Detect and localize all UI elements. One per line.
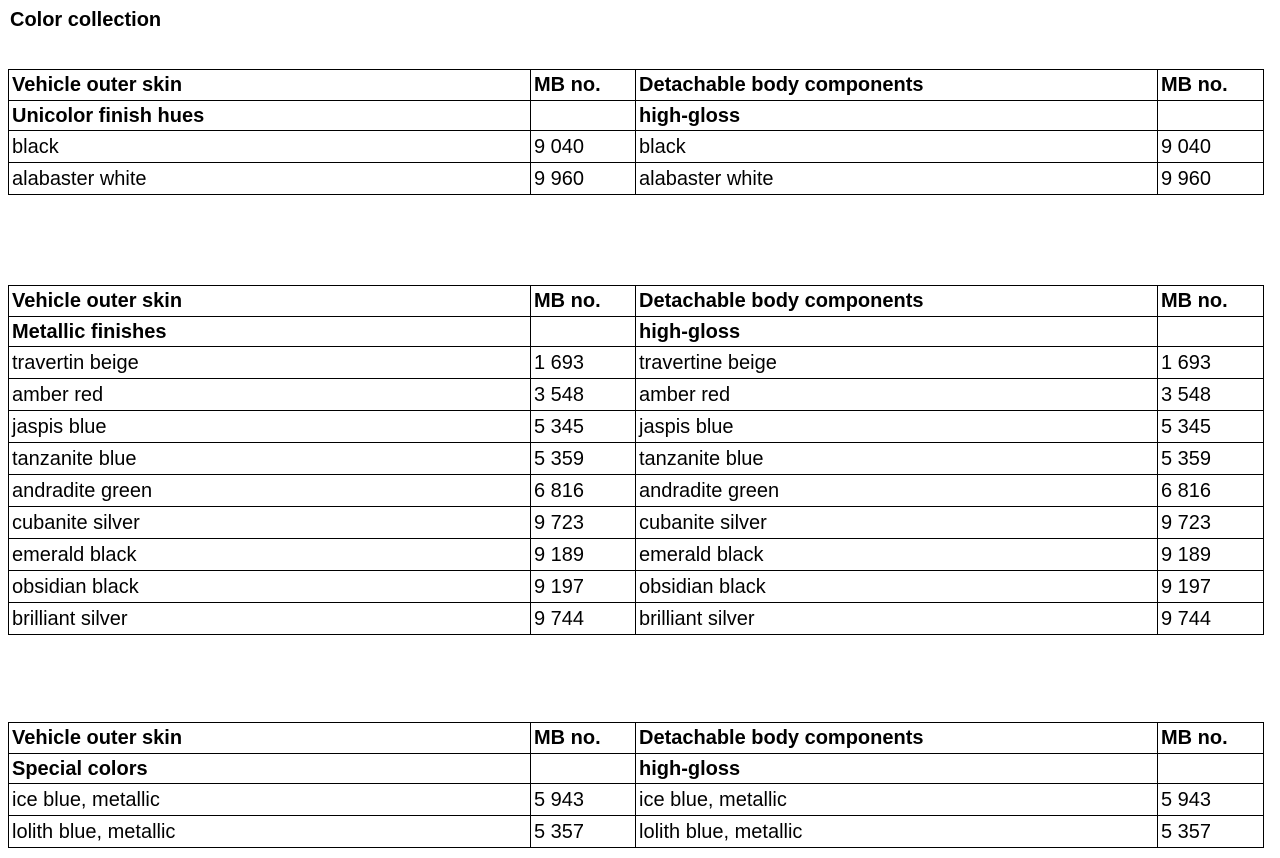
detachable-mb-no: 9 197 <box>1158 571 1264 603</box>
outer-color: emerald black <box>9 539 531 571</box>
outer-mb-no: 9 040 <box>531 131 636 163</box>
outer-mb-no: 6 816 <box>531 475 636 507</box>
header-mb-no: MB no. <box>1158 286 1264 317</box>
header-mb-no: MB no. <box>531 286 636 317</box>
detachable-color: black <box>636 131 1158 163</box>
detachable-color: jaspis blue <box>636 411 1158 443</box>
detachable-color: lolith blue, metallic <box>636 816 1158 848</box>
header-mb-no: MB no. <box>531 723 636 754</box>
unicolor-table <box>8 69 1264 195</box>
detachable-color: tanzanite blue <box>636 443 1158 475</box>
section-name: Metallic finishes <box>9 317 531 347</box>
section-finish: high-gloss <box>636 101 1158 131</box>
detachable-color: emerald black <box>636 539 1158 571</box>
empty-cell <box>1158 101 1264 131</box>
outer-color: amber red <box>9 379 531 411</box>
outer-color: cubanite silver <box>9 507 531 539</box>
detachable-mb-no: 9 960 <box>1158 163 1264 195</box>
detachable-mb-no: 5 357 <box>1158 816 1264 848</box>
detachable-mb-no: 1 693 <box>1158 347 1264 379</box>
outer-color: andradite green <box>9 475 531 507</box>
detachable-color: obsidian black <box>636 571 1158 603</box>
outer-mb-no: 1 693 <box>531 347 636 379</box>
outer-mb-no: 9 197 <box>531 571 636 603</box>
empty-cell <box>1158 754 1264 784</box>
outer-color: black <box>9 131 531 163</box>
outer-mb-no: 3 548 <box>531 379 636 411</box>
header-detachable: Detachable body components <box>636 723 1158 754</box>
outer-color: obsidian black <box>9 571 531 603</box>
detachable-mb-no: 5 345 <box>1158 411 1264 443</box>
table-row <box>9 507 1264 539</box>
empty-cell <box>531 317 636 347</box>
empty-cell <box>531 754 636 784</box>
section-name: Special colors <box>9 754 531 784</box>
detachable-color: ice blue, metallic <box>636 784 1158 816</box>
empty-cell <box>531 101 636 131</box>
table-row <box>9 475 1264 507</box>
detachable-mb-no: 9 744 <box>1158 603 1264 635</box>
outer-mb-no: 9 189 <box>531 539 636 571</box>
outer-mb-no: 5 357 <box>531 816 636 848</box>
table-header-row <box>9 723 1264 754</box>
table-row <box>9 163 1264 195</box>
detachable-mb-no: 5 943 <box>1158 784 1264 816</box>
header-mb-no: MB no. <box>531 70 636 101</box>
table-row <box>9 784 1264 816</box>
header-mb-no: MB no. <box>1158 70 1264 101</box>
outer-mb-no: 9 744 <box>531 603 636 635</box>
outer-mb-no: 9 723 <box>531 507 636 539</box>
table-row <box>9 347 1264 379</box>
detachable-mb-no: 6 816 <box>1158 475 1264 507</box>
empty-cell <box>1158 317 1264 347</box>
table-row <box>9 571 1264 603</box>
table-row <box>9 603 1264 635</box>
header-outer-skin: Vehicle outer skin <box>9 286 531 317</box>
header-outer-skin: Vehicle outer skin <box>9 70 531 101</box>
header-detachable: Detachable body components <box>636 70 1158 101</box>
outer-color: jaspis blue <box>9 411 531 443</box>
table-row <box>9 379 1264 411</box>
table-header-row <box>9 70 1264 101</box>
table-row <box>9 539 1264 571</box>
special-colors-table <box>8 722 1264 848</box>
page-title: Color collection <box>10 9 162 31</box>
section-name: Unicolor finish hues <box>9 101 531 131</box>
header-detachable: Detachable body components <box>636 286 1158 317</box>
detachable-color: amber red <box>636 379 1158 411</box>
outer-color: travertin beige <box>9 347 531 379</box>
detachable-color: brilliant silver <box>636 603 1158 635</box>
outer-color: brilliant silver <box>9 603 531 635</box>
table-row <box>9 443 1264 475</box>
detachable-mb-no: 5 359 <box>1158 443 1264 475</box>
section-header-row <box>9 754 1264 784</box>
detachable-color: alabaster white <box>636 163 1158 195</box>
outer-color: lolith blue, metallic <box>9 816 531 848</box>
metallic-table <box>8 285 1264 635</box>
detachable-mb-no: 3 548 <box>1158 379 1264 411</box>
detachable-mb-no: 9 040 <box>1158 131 1264 163</box>
section-header-row <box>9 317 1264 347</box>
table-row <box>9 131 1264 163</box>
table-header-row <box>9 286 1264 317</box>
detachable-mb-no: 9 189 <box>1158 539 1264 571</box>
section-finish: high-gloss <box>636 754 1158 784</box>
table-row <box>9 411 1264 443</box>
outer-mb-no: 5 345 <box>531 411 636 443</box>
section-finish: high-gloss <box>636 317 1158 347</box>
detachable-color: cubanite silver <box>636 507 1158 539</box>
outer-mb-no: 9 960 <box>531 163 636 195</box>
outer-color: alabaster white <box>9 163 531 195</box>
outer-color: ice blue, metallic <box>9 784 531 816</box>
section-header-row <box>9 101 1264 131</box>
header-outer-skin: Vehicle outer skin <box>9 723 531 754</box>
detachable-mb-no: 9 723 <box>1158 507 1264 539</box>
outer-color: tanzanite blue <box>9 443 531 475</box>
outer-mb-no: 5 359 <box>531 443 636 475</box>
outer-mb-no: 5 943 <box>531 784 636 816</box>
header-mb-no: MB no. <box>1158 723 1264 754</box>
detachable-color: andradite green <box>636 475 1158 507</box>
table-row <box>9 816 1264 848</box>
detachable-color: travertine beige <box>636 347 1158 379</box>
